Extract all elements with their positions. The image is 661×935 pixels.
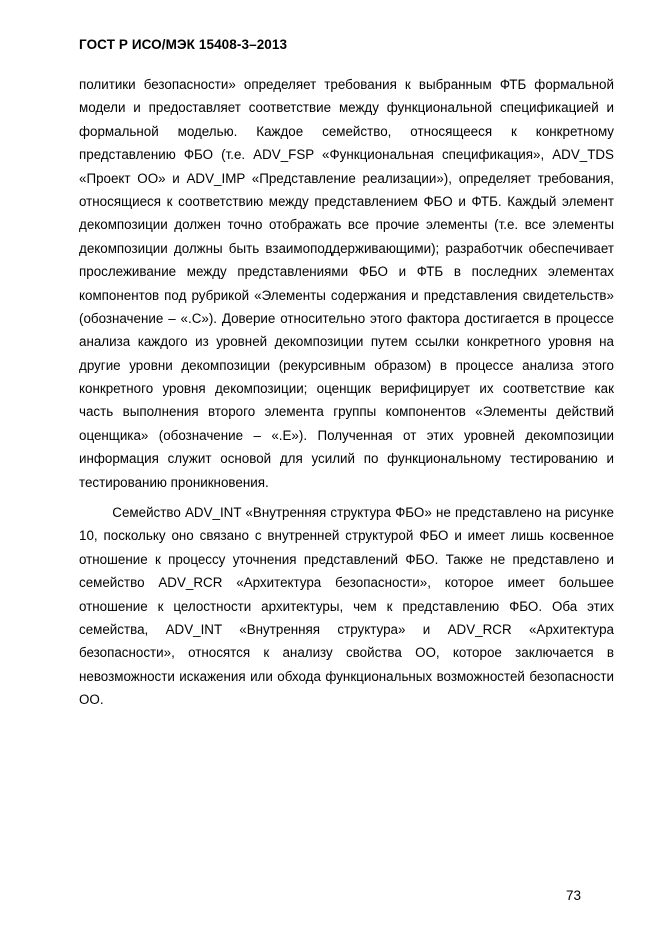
paragraph <box>79 501 614 712</box>
page-number: 73 <box>566 888 582 903</box>
text-line: невозможности искажения или обхода функциональных возможностей безопасности <box>79 668 614 684</box>
text-line: модели и предоставляет соответствие между функциональной спецификацией и <box>79 100 614 116</box>
text-line: часть выполнения второго элемента группы компонентов «Элементы действий <box>79 404 614 420</box>
paragraph-spacer <box>79 494 614 501</box>
text-line: декомпозиции должны быть взаимоподдерживающими); разработчик обеспечивает <box>79 240 614 256</box>
document-body <box>79 73 614 712</box>
text-line: анализа каждого из уровней декомпозиции путем ссылки конкретного уровня на <box>79 334 614 350</box>
text-line: безопасности», относятся к анализу свойства ОО, которое заключается в <box>79 645 614 661</box>
text-line: 10, поскольку оно связано с внутренней структурой ФБО и имеет лишь косвенное <box>79 528 614 544</box>
text-line: формальной моделью. Каждое семейство, относящееся к конкретному <box>79 123 614 139</box>
text-line: Семейство ADV_INT «Внутренняя структура ФБО» не представлено на рисунке <box>79 505 614 521</box>
text-line: компонентов под рубрикой «Элементы содержания и представления свидетельств» <box>79 287 614 303</box>
text-line: отношение к процессу уточнения представлений ФБО. Также не представлено и <box>79 551 614 567</box>
text-line: ОО. <box>79 692 104 708</box>
document-header: ГОСТ Р ИСО/МЭК 15408-3–2013 <box>79 37 288 52</box>
text-line: семейство ADV_RCR «Архитектура безопасности», которое имеет большее <box>79 575 614 591</box>
text-line: другие уровни декомпозиции (рекурсивным образом) в процессе анализа этого <box>79 357 614 373</box>
text-line: информация служит основой для усилий по функциональному тестированию и <box>79 451 614 467</box>
text-line: (обозначение – «.С»). Доверие относительно этого фактора достигается в процессе <box>79 310 614 326</box>
text-line: политики безопасности» определяет требования к выбранным ФТБ формальной <box>79 77 614 92</box>
text-line: тестированию проникновения. <box>79 474 269 490</box>
text-line: оценщика» (обозначение – «.Е»). Полученная от этих уровней декомпозиции <box>79 427 614 443</box>
text-line: конкретного уровня декомпозиции; оценщик верифицирует их соответствие как <box>79 381 614 397</box>
text-line: декомпозиции должен точно отображать все прочие элементы (т.е. все элементы <box>79 217 614 233</box>
text-line: семейства, ADV_INT «Внутренняя структура» и ADV_RCR «Архитектура <box>79 621 614 637</box>
paragraph <box>79 73 614 494</box>
text-line: относящиеся к соответствию между представлением ФБО и ФТБ. Каждый элемент <box>79 193 614 209</box>
text-line: «Проект ОО» и ADV_IMP «Представление реализации»), определяет требования, <box>79 170 614 186</box>
text-line: прослеживание между представлениями ФБО и ФТБ в последних элементах <box>79 264 614 280</box>
text-line: представлению ФБО (т.е. ADV_FSP «Функциональная спецификация», ADV_TDS <box>79 147 614 163</box>
text-line: отношение к целостности архитектуры, чем к представлению ФБО. Оба этих <box>79 598 614 614</box>
